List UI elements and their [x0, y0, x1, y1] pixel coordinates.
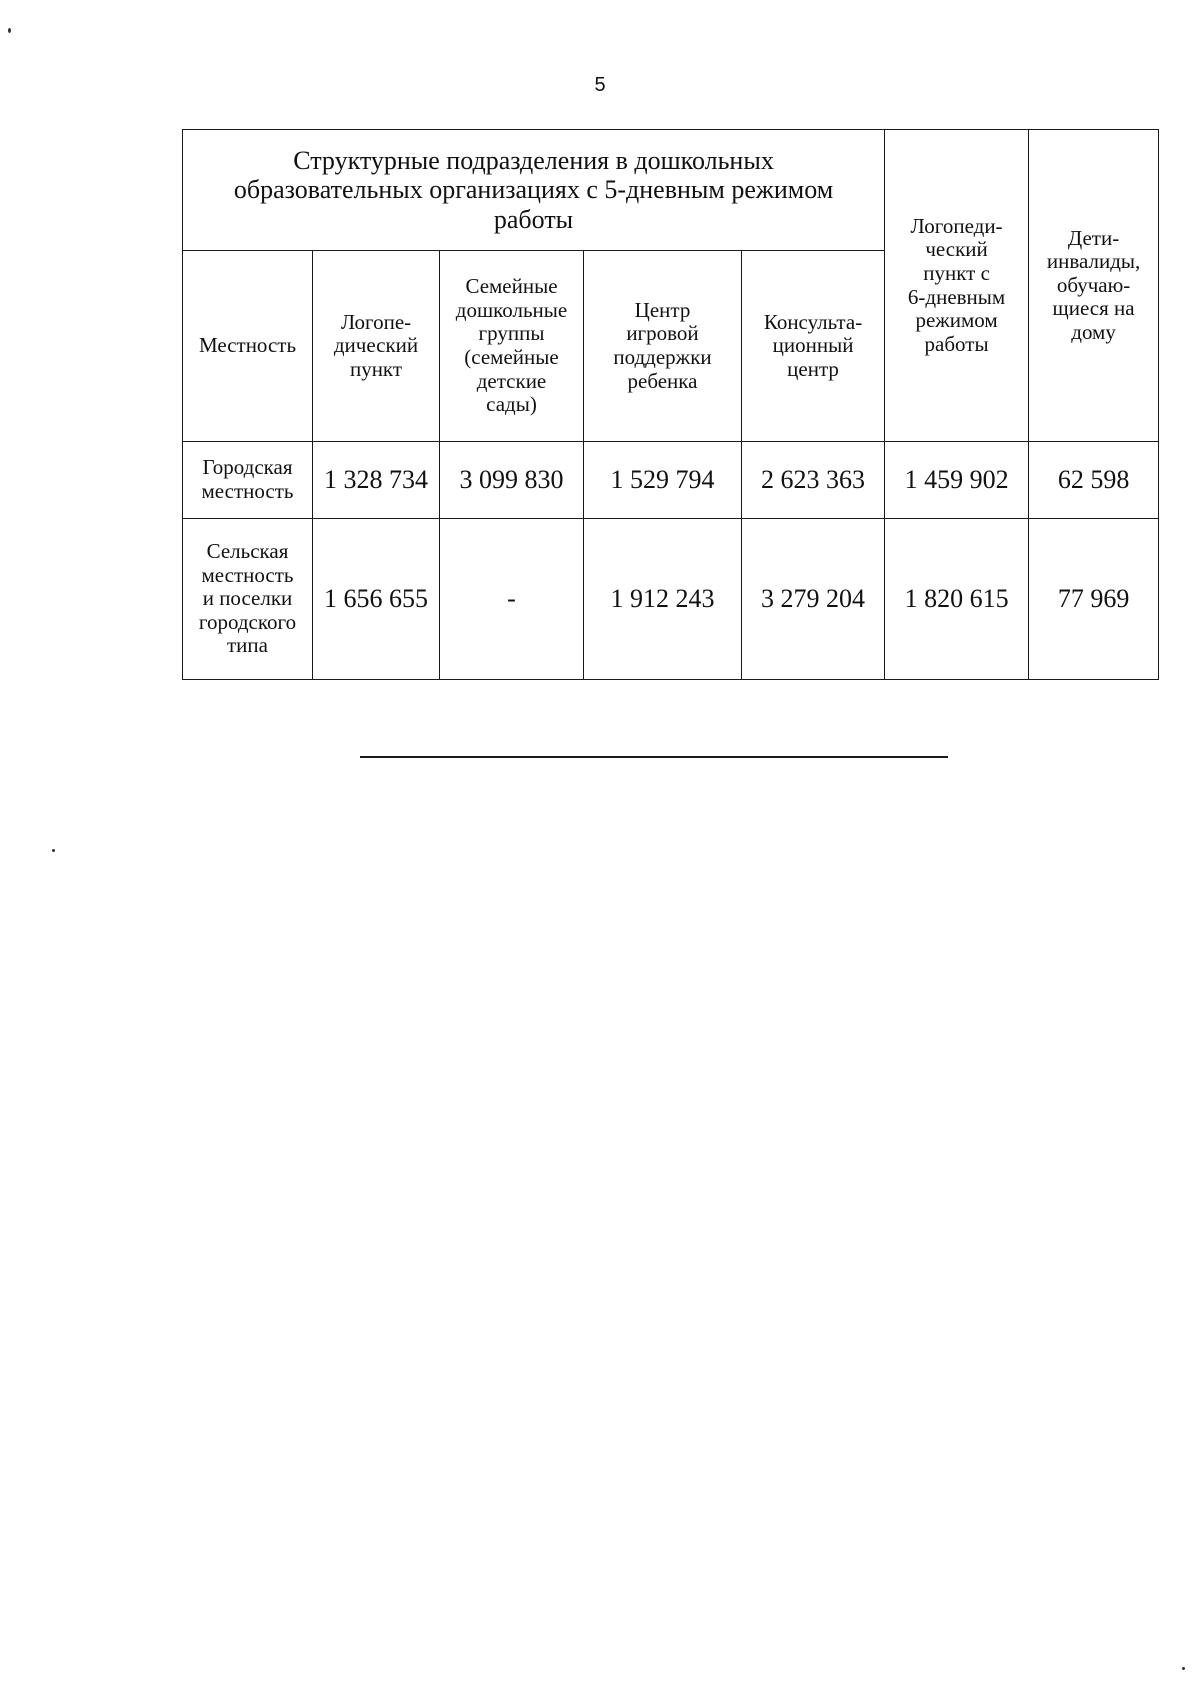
cell-disabled-children: 77 969: [1029, 519, 1159, 680]
header-logoped-6day: Логопеди- ческий пункт с 6-дневным режимом работы: [885, 130, 1029, 442]
table-row: [183, 442, 1159, 519]
group-header: Структурные подразделения в дошкольных образовательных организациях с 5-дневным режимом работы: [183, 130, 885, 251]
scan-speck: [8, 28, 11, 33]
row-label: Городская местность: [183, 442, 313, 519]
cell-family-groups: 3 099 830: [440, 442, 584, 519]
table-row: [183, 519, 1159, 680]
scan-speck: [52, 849, 55, 852]
header-disabled-children: Дети- инвалиды, обучаю- щиеся на дому: [1029, 130, 1159, 442]
header-locality: Местность: [183, 251, 313, 442]
header-family-groups: Семейные дошкольные группы (семейные детские сады): [440, 251, 584, 442]
header-play-center: Центр игровой поддержки ребенка: [584, 251, 742, 442]
row-label: Сельская местность и поселки городского типа: [183, 519, 313, 680]
cell-play-center: 1 912 243: [584, 519, 742, 680]
page-number: 5: [594, 74, 606, 96]
scan-speck: [1182, 1667, 1185, 1670]
header-logoped-point: Логопе- дический пункт: [313, 251, 440, 442]
cell-consult-center: 2 623 363: [742, 442, 885, 519]
cell-family-groups: -: [440, 519, 584, 680]
cell-logoped-point: 1 328 734: [313, 442, 440, 519]
cell-play-center: 1 529 794: [584, 442, 742, 519]
closing-rule: [360, 756, 948, 758]
data-table: [182, 129, 1159, 680]
header-row-group: [183, 130, 1159, 251]
cell-consult-center: 3 279 204: [742, 519, 885, 680]
cell-logoped-6day: 1 459 902: [885, 442, 1029, 519]
cell-disabled-children: 62 598: [1029, 442, 1159, 519]
cell-logoped-point: 1 656 655: [313, 519, 440, 680]
header-consult-center: Консульта- ционный центр: [742, 251, 885, 442]
cell-logoped-6day: 1 820 615: [885, 519, 1029, 680]
